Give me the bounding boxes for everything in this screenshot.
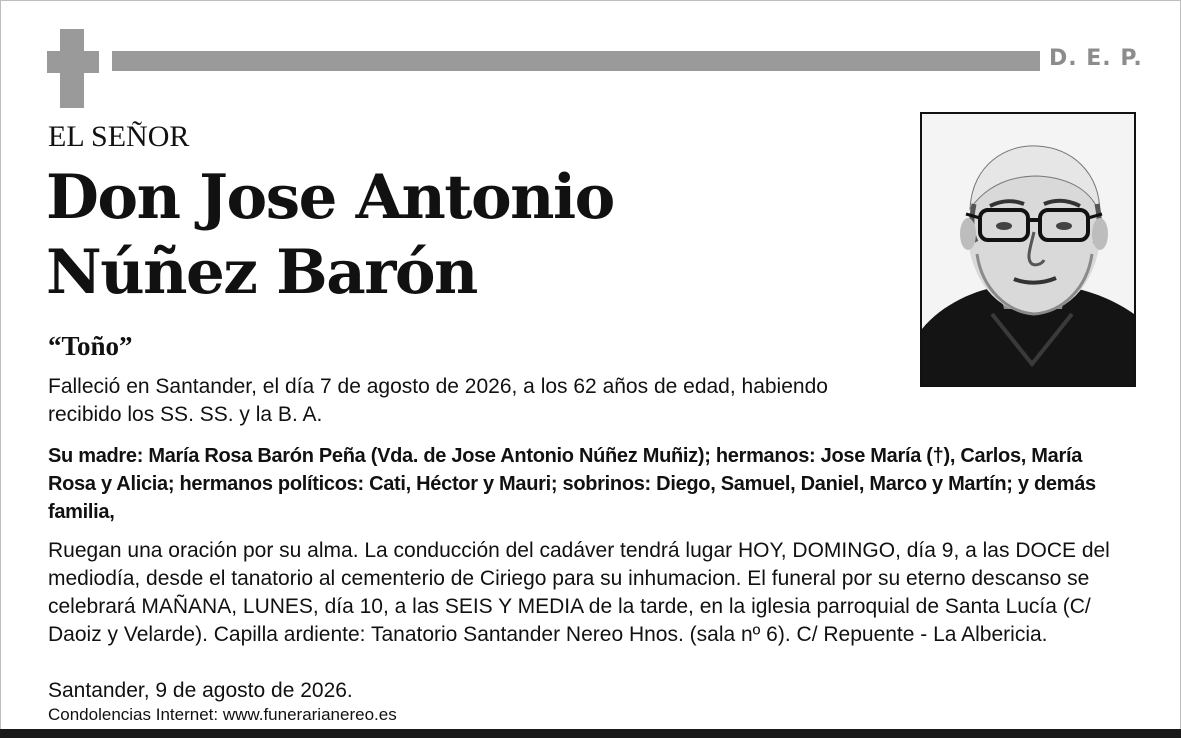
- condolences-website: Condolencias Internet: www.funerarianereo.es: [48, 705, 397, 724]
- family-list: Su madre: María Rosa Barón Peña (Vda. de Jose Antonio Núñez Muñiz); hermanos: Jose María (†), Carlos, María Rosa y Alicia; hermanos políticos: Cati, Héctor y Mauri; sobrinos: Diego, Samuel, Daniel, Marco y Martín; y demás familia,: [48, 445, 1096, 523]
- nickname: “Toño”: [48, 331, 133, 361]
- cross-icon: [47, 29, 99, 108]
- header-rule: [112, 51, 1040, 71]
- honorific: EL SEÑOR: [48, 120, 190, 153]
- deceased-name: [46, 160, 614, 310]
- name-line-2: Núñez Barón: [46, 237, 477, 308]
- name-line-1: Don Jose Antonio: [46, 162, 614, 233]
- dep-label: D. E. P.: [1049, 46, 1143, 71]
- portrait-photo: [920, 112, 1136, 387]
- place-date: Santander, 9 de agosto de 2026.: [48, 679, 353, 702]
- death-notice: Falleció en Santander, el día 7 de agosto de 2026, a los 62 años de edad, habiendo recibido los SS. SS. y la B. A.: [48, 375, 828, 426]
- bottom-bar: [0, 729, 1181, 738]
- ceremony-details: Ruegan una oración por su alma. La conducción del cadáver tendrá lugar HOY, DOMINGO, día 9, a las DOCE del mediodía, desde el tanatorio al cementerio de Ciriego para su inhumacion. El funeral por su eterno descanso se celebrará MAÑANA, LUNES, día 10, a las SEIS Y MEDIA de la tarde, en la iglesia parroquial de Santa Lucía (C/ Daoiz y Velarde). Capilla ardiente: Tanatorio Santander Nereo Hnos. (sala nº 6). C/ Repuente - La Albericia.: [48, 539, 1110, 646]
